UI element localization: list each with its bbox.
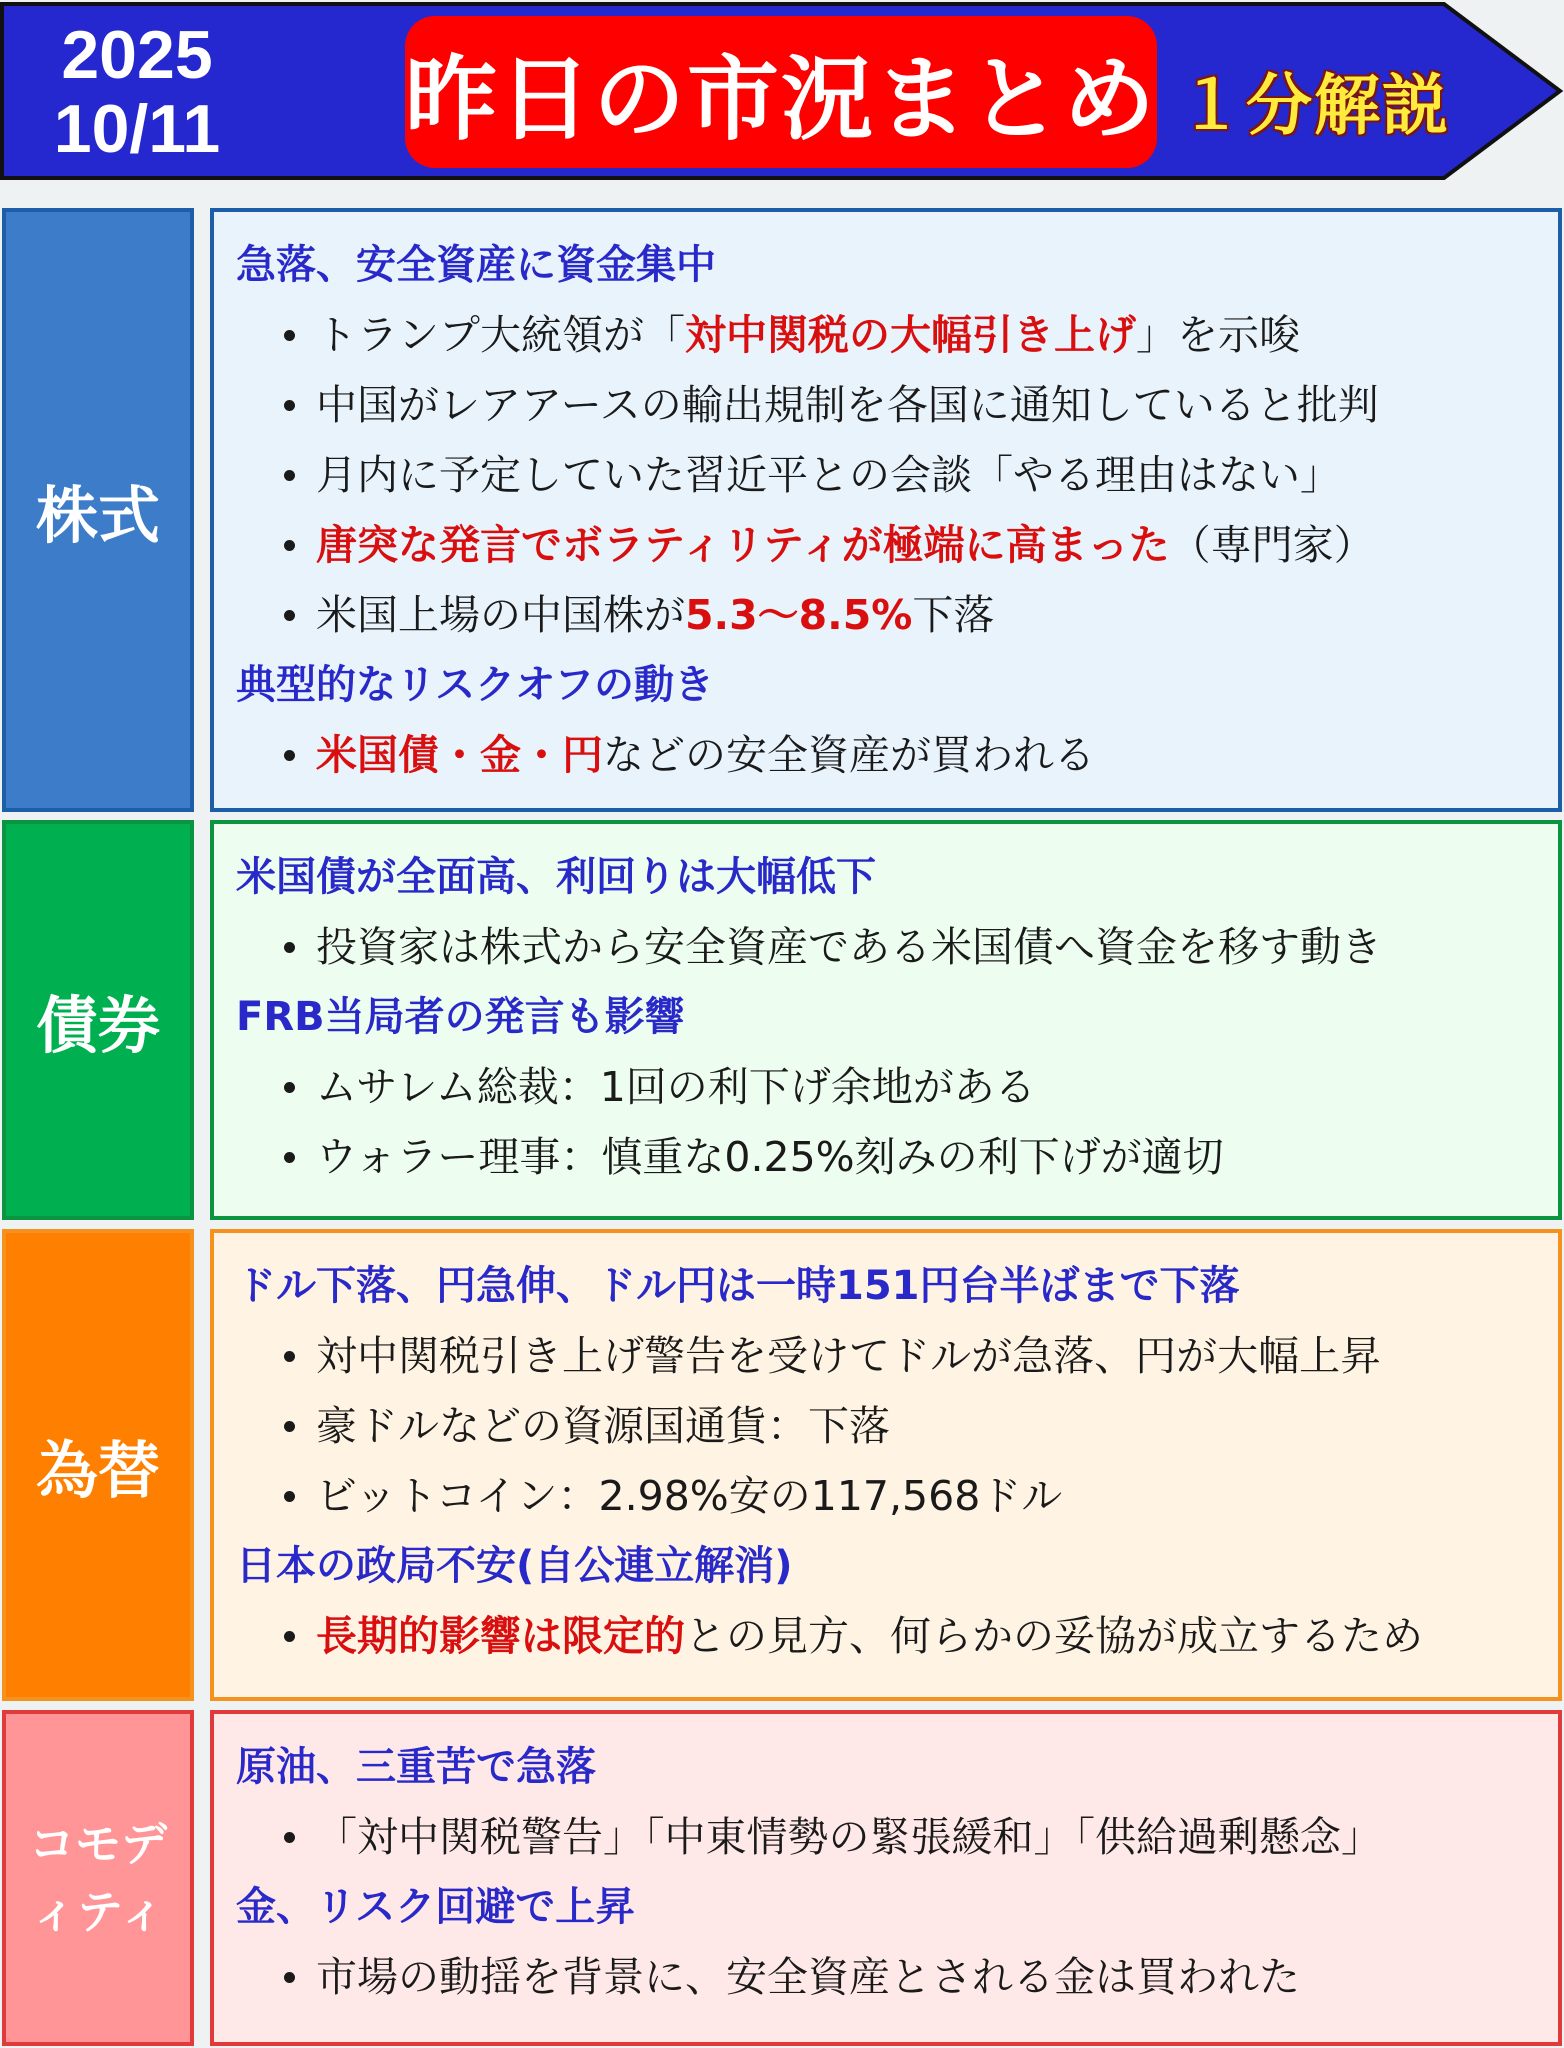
- section-heading: 米国債が全面高、利回りは大幅低下: [236, 854, 876, 900]
- section-content-stocks: [210, 208, 1562, 812]
- date-year: 2025: [61, 17, 213, 93]
- bullet-dot: [284, 330, 295, 341]
- section-content-commodities: [210, 1710, 1562, 2046]
- bullet-dot: [284, 540, 295, 551]
- section-heading: ドル下落、円急伸、ドル円は一時151円台半ばまで下落: [236, 1263, 1240, 1309]
- bullet-dot: [284, 942, 295, 953]
- bullet-dot: [284, 1972, 295, 1983]
- list-item: 対中関税引き上げ警告を受けてドルが急落、円が大幅上昇: [236, 1321, 1540, 1391]
- list-item: トランプ大統領が「対中関税の大幅引き上げ」を示唆: [236, 300, 1540, 370]
- bullet-dot: [284, 400, 295, 411]
- list-item: 月内に予定していた習近平との会談「やる理由はない」: [236, 440, 1540, 510]
- list-item: 米国債・金・円などの安全資産が買われる: [236, 720, 1540, 790]
- header-banner: [0, 0, 1564, 182]
- date-day: 10/11: [53, 91, 221, 167]
- section-heading: 原油、三重苦で急落: [236, 1744, 596, 1790]
- bullet-dot: [284, 1351, 295, 1362]
- section-label-fx: 為替: [2, 1229, 194, 1701]
- bullet-dot: [284, 610, 295, 621]
- label-line: コモデ: [29, 1817, 167, 1871]
- list-item: 長期的影響は限定的との見方、何らかの妥協が成立するため: [236, 1601, 1540, 1671]
- bullet-dot: [284, 750, 295, 761]
- list-item: 豪ドルなどの資源国通貨：下落: [236, 1391, 1540, 1461]
- list-item: ウォラー理事：慎重な0.25%刻みの利下げが適切: [236, 1122, 1540, 1192]
- bullet-dot: [284, 1421, 295, 1432]
- section-heading: 金、リスク回避で上昇: [236, 1884, 636, 1930]
- section-content-bonds: [210, 820, 1562, 1220]
- bullet-dot: [284, 1152, 295, 1163]
- section-heading: 典型的なリスクオフの動き: [236, 662, 714, 708]
- list-item: ムサレム総裁：1回の利下げ余地がある: [236, 1052, 1540, 1122]
- bullet-dot: [284, 1832, 295, 1843]
- page-title: 昨日の市況まとめ: [405, 16, 1157, 168]
- bullet-dot: [284, 1631, 295, 1642]
- page-subtitle: １分解説: [1178, 67, 1450, 144]
- section-heading: 急落、安全資産に資金集中: [236, 242, 716, 288]
- list-item: 米国上場の中国株が5.3〜8.5%下落: [236, 580, 1540, 650]
- list-item: 投資家は株式から安全資産である米国債へ資金を移す動き: [236, 912, 1540, 982]
- bullet-dot: [284, 470, 295, 481]
- section-heading: FRB当局者の発言も影響: [236, 994, 685, 1040]
- section-content-fx: [210, 1229, 1562, 1701]
- list-item: 市場の動揺を背景に、安全資産とされる金は買われた: [236, 1942, 1540, 2012]
- label-line: ィティ: [30, 1885, 166, 1939]
- list-item: 「対中関税警告」「中東情勢の緊張緩和」「供給過剰懸念」: [236, 1802, 1540, 1872]
- list-item: 中国がレアアースの輸出規制を各国に通知していると批判: [236, 370, 1540, 440]
- list-item: 唐突な発言でボラティリティが極端に高まった（専門家）: [236, 510, 1540, 580]
- section-label-commodities: [2, 1710, 194, 2046]
- section-label-stocks: 株式: [2, 208, 194, 812]
- bullet-dot: [284, 1491, 295, 1502]
- bullet-dot: [284, 1082, 295, 1093]
- header-date: [22, 18, 252, 166]
- section-heading: 日本の政局不安(自公連立解消): [236, 1543, 793, 1589]
- section-label-bonds: 債券: [2, 820, 194, 1220]
- list-item: ビットコイン：2.98%安の117,568ドル: [236, 1461, 1540, 1531]
